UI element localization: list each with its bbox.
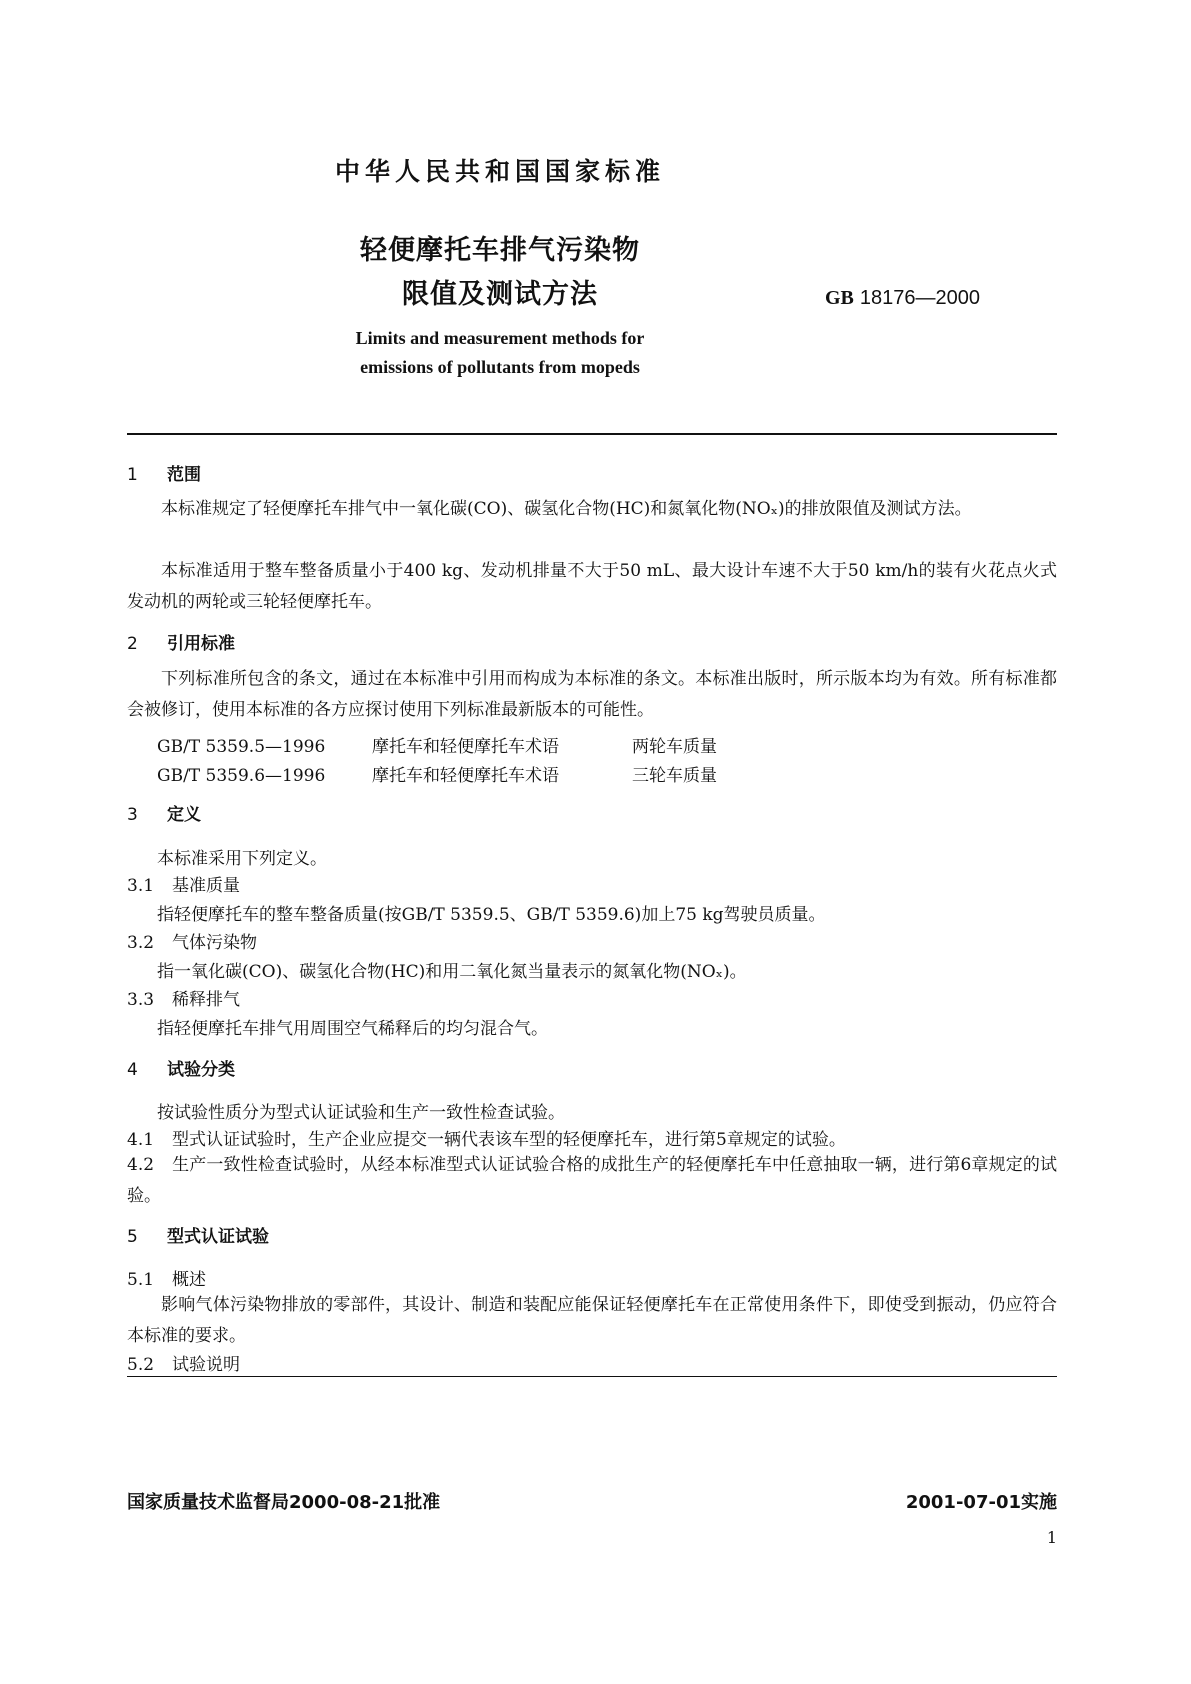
- section-title: 型式认证试验: [167, 1227, 269, 1247]
- section-1-paragraph-2: 本标准适用于整车整备质量小于400 kg、发动机排量不大于50 mL、最大设计车速不大于50 km/h的装有火花点火式发动机的两轮或三轮轻便摩托车。: [127, 561, 1057, 612]
- definition-3-3-text: 指轻便摩托车排气用周围空气稀释后的均匀混合气。: [157, 1019, 548, 1039]
- section-number: 4: [127, 1060, 138, 1080]
- definition-3-1-text: 指轻便摩托车的整车整备质量(按GB/T 5359.5、GB/T 5359.6)加上75 kg驾驶员质量。: [157, 905, 826, 925]
- reference-item: [157, 732, 717, 757]
- subsection-number: 4.1: [127, 1130, 155, 1150]
- title-cn-line2: 限值及测试方法: [402, 279, 598, 310]
- title-en-line2: emissions of pollutants from mopeds: [360, 357, 640, 377]
- subsection-number: 5.2: [127, 1355, 155, 1375]
- reference-title: 摩托车和轻便摩托车术语: [372, 766, 559, 786]
- subsection-5-1-text: 影响气体污染物排放的零部件，其设计、制造和装配应能保证轻便摩托车在正常使用条件下，即使受到振动，仍应符合本标准的要求。: [127, 1295, 1057, 1346]
- section-5-heading: [127, 1222, 269, 1247]
- section-title: 试验分类: [167, 1060, 235, 1080]
- definition-3-1-heading: [127, 871, 240, 896]
- definition-3-3-heading: [127, 985, 240, 1010]
- header-divider: [127, 433, 1057, 435]
- definition-term: 稀释排气: [172, 990, 240, 1010]
- implementation-date: 2001-07-01实施: [905, 1492, 1057, 1513]
- approval-note: 国家质量技术监督局2000-08-21批准: [127, 1492, 441, 1513]
- section-3-intro: 本标准采用下列定义。: [157, 849, 327, 869]
- standard-type-heading: 中华人民共和国国家标准: [334, 157, 665, 186]
- definition-term: 气体污染物: [172, 933, 257, 953]
- subsection-number: 3.1: [127, 876, 155, 896]
- definition-term: 基准质量: [172, 876, 240, 896]
- subsection-5-2-heading: [127, 1350, 240, 1375]
- standard-code-prefix: GB: [825, 287, 854, 309]
- reference-item: [157, 761, 717, 786]
- subsection-number: 5.1: [127, 1270, 155, 1290]
- reference-code: GB/T 5359.6—1996: [157, 766, 326, 786]
- title-cn-line1: 轻便摩托车排气污染物: [360, 235, 640, 266]
- subsection-title: 试验说明: [172, 1355, 240, 1375]
- section-number: 5: [127, 1227, 138, 1247]
- subsection-text: 生产一致性检查试验时，从经本标准型式认证试验合格的成批生产的轻便摩托车中任意抽取一辆，进行第6章规定的试验。: [127, 1155, 1057, 1206]
- subsection-text: 型式认证试验时，生产企业应提交一辆代表该车型的轻便摩托车，进行第5章规定的试验。: [172, 1130, 846, 1150]
- standard-code: [825, 287, 980, 310]
- section-title: 引用标准: [167, 634, 235, 654]
- section-3-heading: [127, 800, 201, 825]
- subsection-number: 3.2: [127, 933, 155, 953]
- section-number: 1: [127, 465, 138, 485]
- section-title: 定义: [167, 805, 201, 825]
- section-4-2: [127, 1150, 1057, 1212]
- section-number: 2: [127, 634, 138, 654]
- section-4-heading: [127, 1055, 235, 1080]
- page-number: 1: [1046, 1528, 1057, 1547]
- reference-title: 摩托车和轻便摩托车术语: [372, 737, 559, 757]
- subsection-title: 概述: [172, 1270, 206, 1290]
- title-en-line1: Limits and measurement methods for: [355, 328, 645, 348]
- reference-subtitle: 三轮车质量: [632, 766, 717, 786]
- reference-code: GB/T 5359.5—1996: [157, 737, 326, 757]
- standard-code-number: 18176—2000: [859, 287, 981, 309]
- section-4-intro: 按试验性质分为型式认证试验和生产一致性检查试验。: [157, 1103, 565, 1123]
- section-title: 范围: [167, 465, 201, 485]
- section-2-heading: [127, 629, 235, 654]
- subsection-number: 3.3: [127, 990, 155, 1010]
- reference-subtitle: 两轮车质量: [632, 737, 717, 757]
- section-number: 3: [127, 805, 138, 825]
- section-4-1: [127, 1125, 846, 1150]
- section-1-paragraph-1: 本标准规定了轻便摩托车排气中一氧化碳(CO)、碳氢化合物(HC)和氮氧化物(NOₓ)的排放限值及测试方法。: [161, 499, 972, 519]
- definition-3-2-heading: [127, 928, 257, 953]
- subsection-5-1-heading: [127, 1265, 206, 1290]
- section-2-paragraph-1: 下列标准所包含的条文，通过在本标准中引用而构成为本标准的条文。本标准出版时，所示版本均为有效。所有标准都会被修订，使用本标准的各方应探讨使用下列标准最新版本的可能性。: [127, 669, 1057, 720]
- subsection-number: 4.2: [127, 1155, 155, 1175]
- footer-divider: [127, 1376, 1057, 1377]
- section-1-heading: [127, 460, 201, 485]
- definition-3-2-text: 指一氧化碳(CO)、碳氢化合物(HC)和用二氧化氮当量表示的氮氧化物(NOₓ)。: [157, 962, 747, 982]
